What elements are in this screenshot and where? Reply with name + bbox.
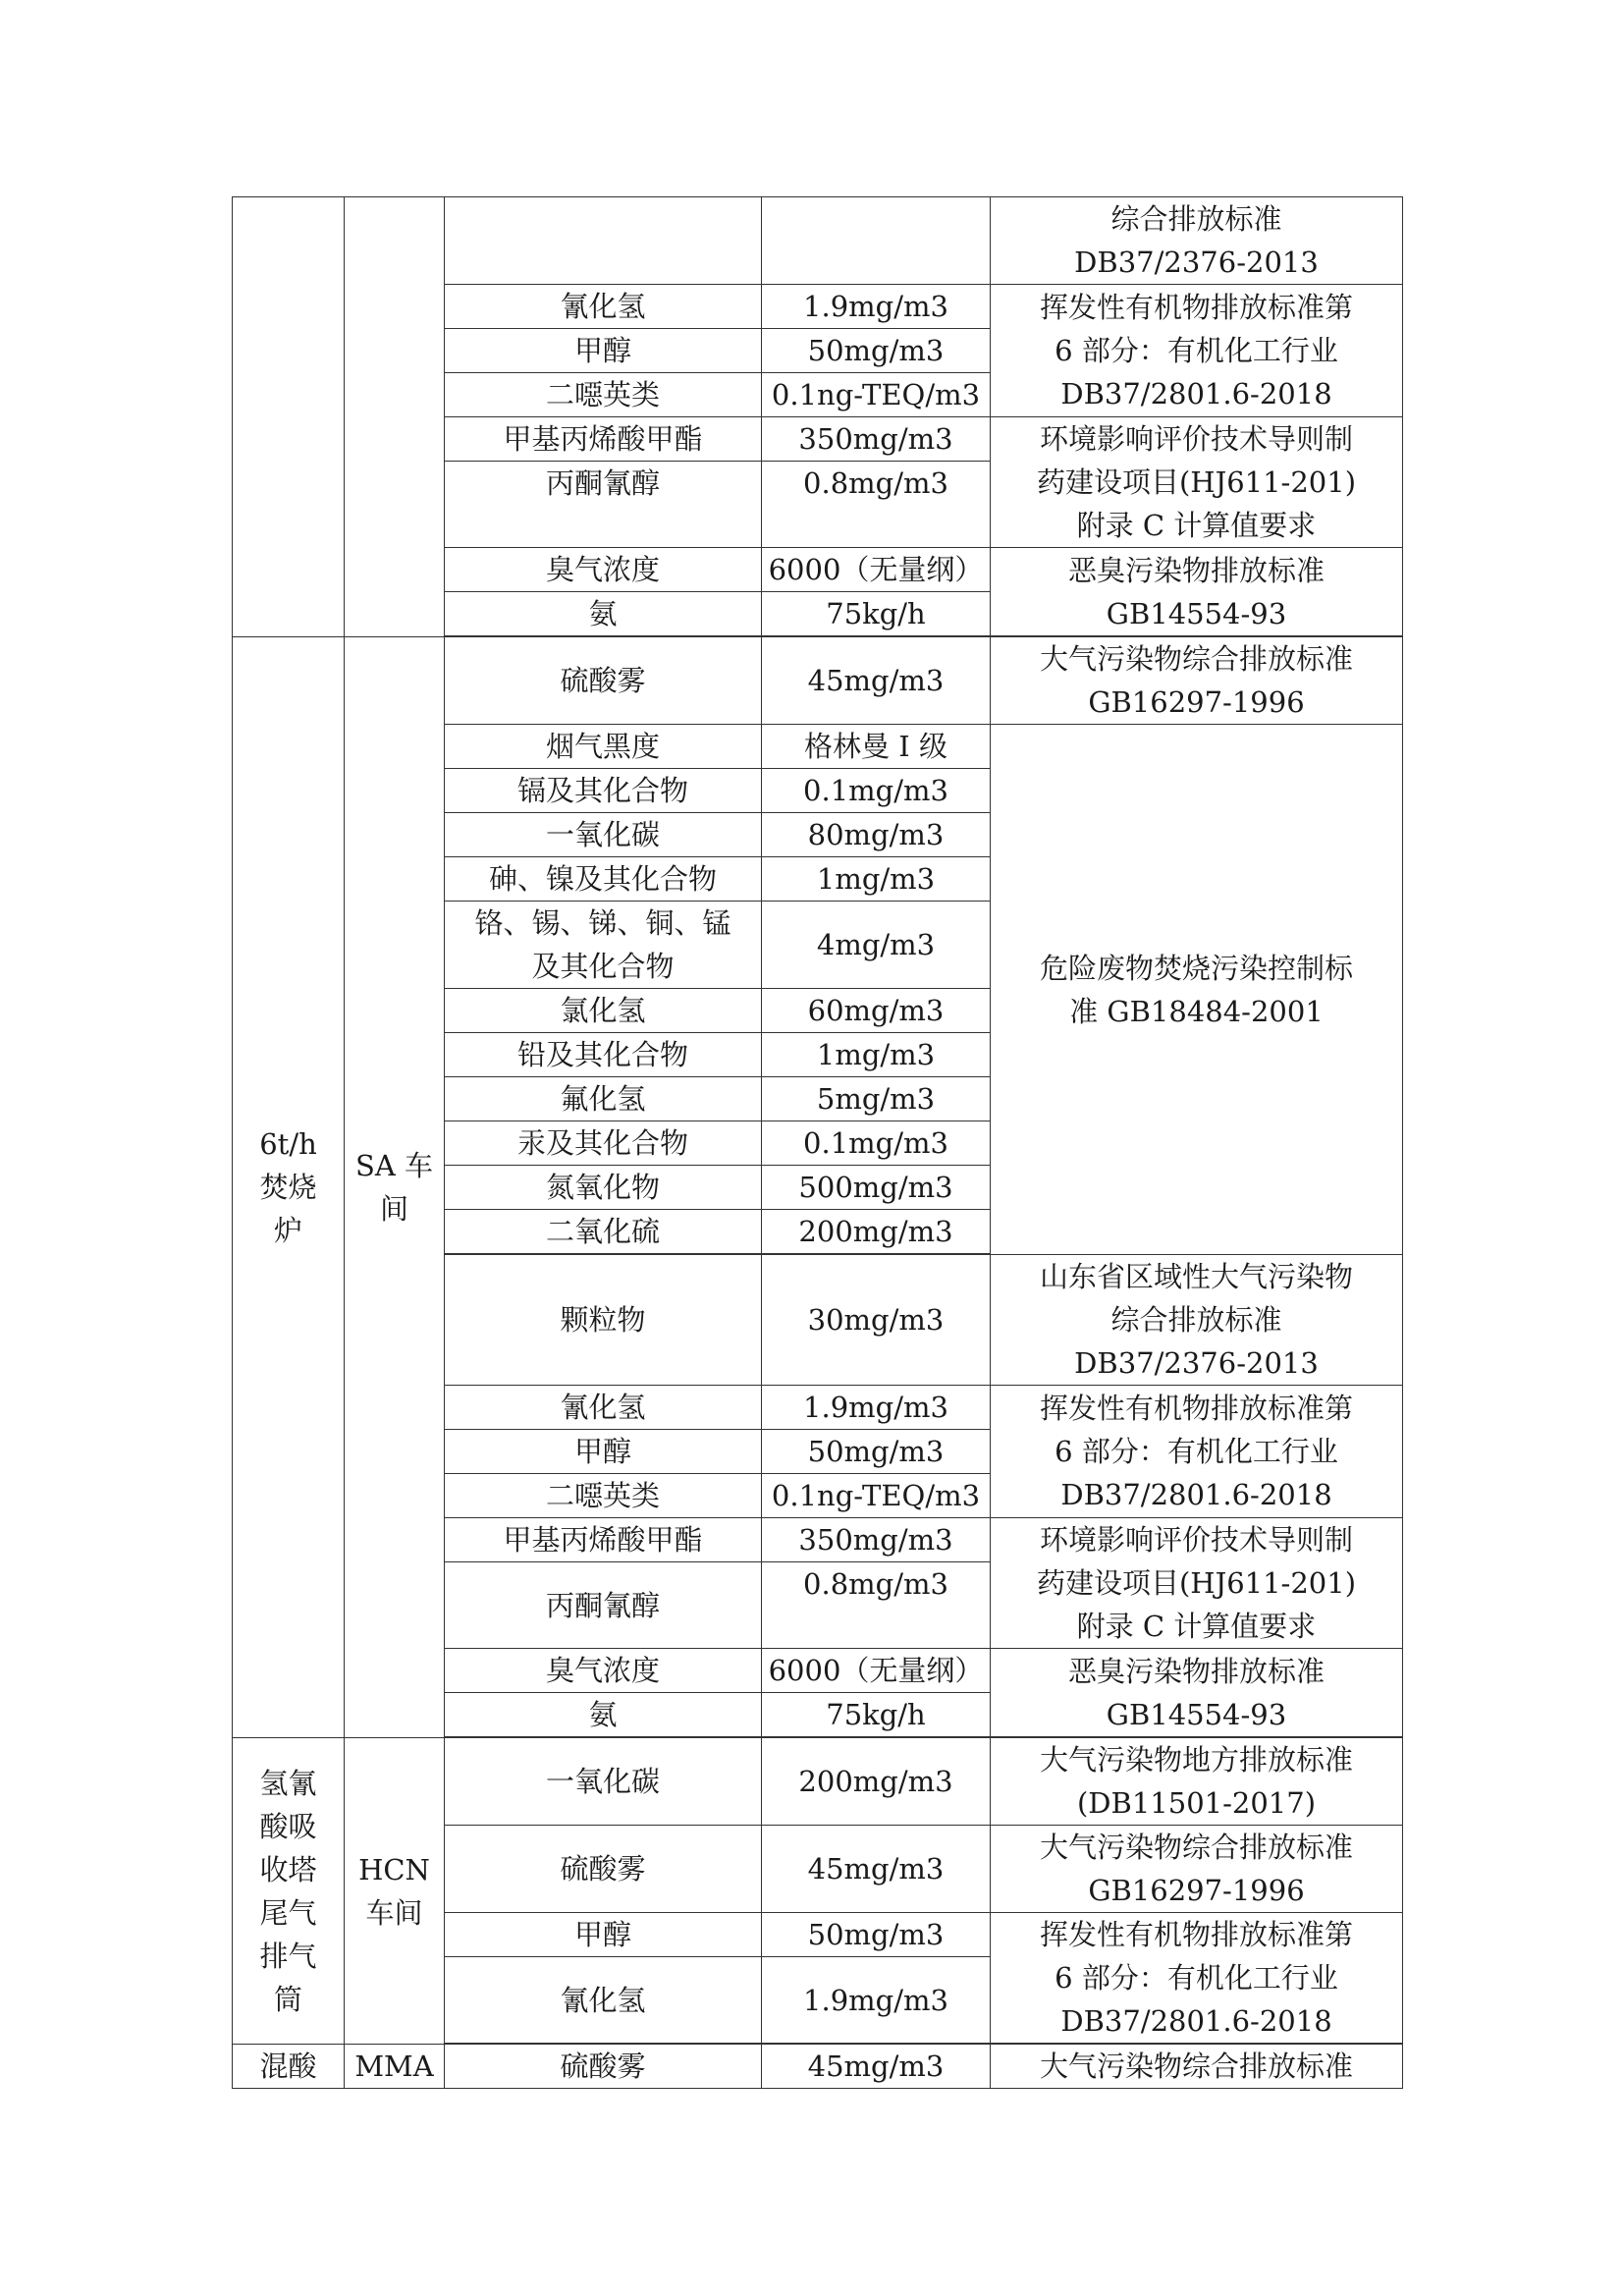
standard-line: 大气污染物综合排放标准 (1039, 642, 1353, 676)
workshop-line: SA 车 (354, 1149, 434, 1182)
pollutant-line: 铬、锡、锑、铜、锰 (474, 906, 731, 940)
standard-line: DB37/2376-2013 (1074, 246, 1319, 279)
standard-cell (991, 548, 1403, 636)
standard-line: 综合排放标准 (1110, 1303, 1282, 1337)
standard-cell (991, 1826, 1403, 1913)
pollutant-cell: 硫酸雾 (445, 1826, 762, 1913)
limit-cell: 1mg/m3 (762, 1033, 991, 1077)
source-line: 尾气 (259, 1895, 317, 1930)
source-line: 排气 (259, 1939, 317, 1973)
limit-cell: 50mg/m3 (762, 329, 991, 373)
standard-line: DB37/2376-2013 (1074, 1346, 1319, 1380)
pollutant-cell: 氰化氢 (445, 285, 762, 329)
standard-line: 附录 C 计算值要求 (1076, 509, 1317, 542)
pollutant-cell: 硫酸雾 (445, 2045, 762, 2089)
limit-cell: 0.8mg/m3 (762, 1562, 991, 1649)
standard-line: 大气污染物综合排放标准 (1039, 1831, 1353, 1864)
pollutant-cell: 氯化氢 (445, 989, 762, 1033)
standard-line: 准 GB18484-2001 (1069, 994, 1324, 1028)
limit-cell: 45mg/m3 (762, 2045, 991, 2089)
limit-cell: 75kg/h (762, 592, 991, 636)
limit-cell: 1mg/m3 (762, 857, 991, 902)
standard-line: GB16297-1996 (1088, 1874, 1305, 1907)
source-cell-continued (233, 197, 345, 637)
limit-cell: 60mg/m3 (762, 989, 991, 1033)
pollutant-cell: 氨 (445, 592, 762, 636)
pollutant-cell: 臭气浓度 (445, 1649, 762, 1693)
standard-line: 药建设项目(HJ611-201) (1036, 1566, 1357, 1600)
limit-cell: 1.9mg/m3 (762, 1957, 991, 2044)
source-line: 酸吸 (259, 1809, 317, 1843)
pollutant-cell: 氮氧化物 (445, 1166, 762, 1210)
limit-cell: 200mg/m3 (762, 1738, 991, 1826)
workshop-line: 车间 (365, 1895, 423, 1930)
standard-line: 挥发性有机物排放标准第 (1039, 1392, 1353, 1425)
standard-line: 挥发性有机物排放标准第 (1039, 1918, 1353, 1951)
pollutant-cell: 甲基丙烯酸甲酯 (445, 1518, 762, 1562)
pollutant-cell: 氰化氢 (445, 1386, 762, 1430)
standard-line: 危险废物焚烧污染控制标 (1039, 951, 1353, 985)
standard-line: 恶臭污染物排放标准 (1067, 553, 1325, 587)
workshop-cell: MMA (345, 2045, 445, 2089)
workshop-line: HCN (358, 1852, 430, 1886)
limit-cell-empty (762, 197, 991, 285)
limit-cell: 5mg/m3 (762, 1077, 991, 1121)
standard-cell (991, 1255, 1403, 1386)
standard-cell (991, 285, 1403, 417)
pollutant-cell: 甲基丙烯酸甲酯 (445, 417, 762, 462)
limit-cell: 350mg/m3 (762, 1518, 991, 1562)
standard-line: 6 部分：有机化工行业 (1055, 334, 1338, 367)
standard-line: 山东省区域性大气污染物 (1039, 1260, 1353, 1293)
pollutant-cell-empty (445, 197, 762, 285)
source-line: 收塔 (259, 1852, 317, 1886)
source-line: 炉 (273, 1214, 302, 1247)
pollutant-cell: 甲醇 (445, 329, 762, 373)
standard-line: DB37/2801.6-2018 (1060, 2004, 1332, 2038)
standard-line: 挥发性有机物排放标准第 (1039, 291, 1353, 324)
pollutant-cell: 二氧化硫 (445, 1210, 762, 1254)
standard-cell (991, 637, 1403, 725)
limit-cell: 0.1mg/m3 (762, 1121, 991, 1166)
standard-line: 6 部分：有机化工行业 (1055, 1961, 1338, 1995)
limit-cell: 4mg/m3 (762, 902, 991, 989)
workshop-cell (345, 637, 445, 1738)
workshop-line: 间 (379, 1192, 408, 1226)
standard-cell (991, 417, 1403, 548)
limit-cell: 0.1ng-TEQ/m3 (762, 1474, 991, 1518)
pollutant-cell: 二噁英类 (445, 373, 762, 417)
standard-line: GB14554-93 (1106, 596, 1287, 630)
pollutant-cell: 一氧化碳 (445, 1738, 762, 1826)
source-line: 筒 (273, 1982, 302, 2016)
pollutant-cell: 汞及其化合物 (445, 1121, 762, 1166)
standard-line: 大气污染物地方排放标准 (1039, 1743, 1353, 1777)
standard-cell (991, 1649, 1403, 1737)
pollutant-cell: 甲醇 (445, 1913, 762, 1957)
source-cell: 混酸 (233, 2045, 345, 2089)
pollutant-cell: 一氧化碳 (445, 813, 762, 857)
limit-cell: 0.1ng-TEQ/m3 (762, 373, 991, 417)
standard-line: GB14554-93 (1106, 1697, 1287, 1731)
pollutant-cell: 二噁英类 (445, 1474, 762, 1518)
workshop-cell (345, 1738, 445, 2045)
limit-cell: 6000（无量纲） (762, 548, 991, 592)
pollutant-line: 及其化合物 (531, 950, 675, 983)
pollutant-cell: 颗粒物 (445, 1255, 762, 1386)
limit-cell: 0.1mg/m3 (762, 769, 991, 813)
pollutant-cell: 丙酮氰醇 (445, 1562, 762, 1649)
limit-cell: 0.8mg/m3 (762, 462, 991, 548)
pollutant-cell: 丙酮氰醇 (445, 462, 762, 548)
pollutant-cell: 甲醇 (445, 1430, 762, 1474)
standard-line: 环境影响评价技术导则制 (1039, 1523, 1353, 1557)
standard-line: 附录 C 计算值要求 (1076, 1610, 1317, 1643)
standard-line: (DB11501-2017) (1076, 1786, 1317, 1820)
standard-cell (991, 1386, 1403, 1518)
pollutant-cell: 铅及其化合物 (445, 1033, 762, 1077)
standard-line: 综合排放标准 (1110, 202, 1282, 236)
standard-cell (991, 1738, 1403, 1826)
pollutant-cell: 烟气黑度 (445, 725, 762, 769)
pollutant-cell: 氨 (445, 1693, 762, 1737)
source-line: 焚烧 (259, 1171, 317, 1204)
limit-cell: 1.9mg/m3 (762, 1386, 991, 1430)
pollutant-cell: 氟化氢 (445, 1077, 762, 1121)
pollutant-cell: 氰化氢 (445, 1957, 762, 2044)
source-cell (233, 1738, 345, 2045)
pollutant-cell: 砷、镍及其化合物 (445, 857, 762, 902)
source-line: 氢氰 (259, 1766, 317, 1800)
limit-cell: 1.9mg/m3 (762, 285, 991, 329)
pollutant-cell (445, 902, 762, 989)
standard-line: 6 部分：有机化工行业 (1055, 1435, 1338, 1468)
limit-cell: 350mg/m3 (762, 417, 991, 462)
limit-cell: 50mg/m3 (762, 1430, 991, 1474)
pollutant-cell: 镉及其化合物 (445, 769, 762, 813)
limit-cell: 500mg/m3 (762, 1166, 991, 1210)
standard-cell (991, 1518, 1403, 1649)
limit-cell: 30mg/m3 (762, 1255, 991, 1386)
standard-cell (991, 1913, 1403, 2044)
pollutant-cell: 硫酸雾 (445, 637, 762, 725)
standard-line: DB37/2801.6-2018 (1060, 1478, 1332, 1511)
limit-cell: 80mg/m3 (762, 813, 991, 857)
limit-cell: 45mg/m3 (762, 637, 991, 725)
limit-cell: 格林曼 I 级 (762, 725, 991, 769)
source-cell (233, 637, 345, 1738)
limit-cell: 50mg/m3 (762, 1913, 991, 1957)
standard-line: 恶臭污染物排放标准 (1067, 1654, 1325, 1688)
standard-cell (991, 725, 1403, 1255)
workshop-cell-continued (345, 197, 445, 637)
limit-cell: 75kg/h (762, 1693, 991, 1737)
standard-line: 药建设项目(HJ611-201) (1036, 465, 1357, 499)
limit-cell: 200mg/m3 (762, 1210, 991, 1254)
source-line: 6t/h (259, 1127, 317, 1161)
limit-cell: 6000（无量纲） (762, 1649, 991, 1693)
limit-cell: 45mg/m3 (762, 1826, 991, 1913)
standard-cell: 大气污染物综合排放标准 (991, 2045, 1403, 2089)
standard-line: 环境影响评价技术导则制 (1039, 422, 1353, 456)
pollutant-cell: 臭气浓度 (445, 548, 762, 592)
standard-cell (991, 197, 1403, 285)
emission-standards-table (232, 196, 1403, 2089)
standard-line: DB37/2801.6-2018 (1060, 377, 1332, 410)
standard-line: GB16297-1996 (1088, 685, 1305, 719)
